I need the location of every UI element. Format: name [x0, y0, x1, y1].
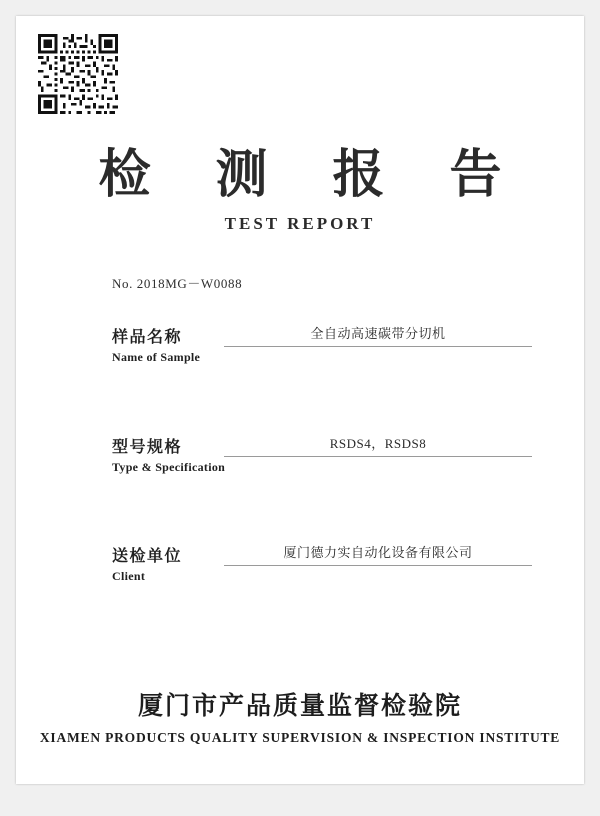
organization-name-en: XIAMEN PRODUCTS QUALITY SUPERVISION & INSPECTION INSTITUTE [39, 730, 561, 745]
field-value-type-specification: RSDS4，RSDS8 [224, 434, 532, 457]
report-title-cn: 检 测 报 告 [98, 147, 528, 204]
field-type-specification [112, 434, 532, 480]
report-title-en: TEST REPORT [224, 213, 376, 233]
field-label-group [112, 434, 224, 475]
field-label-en: Client [112, 569, 146, 583]
test-report-page [16, 16, 584, 784]
field-label-cn: 样品名称 [112, 329, 183, 346]
field-label-en: Name of Sample [112, 350, 201, 364]
field-value-name-of-sample: 全自动高速碳带分切机 [224, 324, 532, 347]
field-value-client: 厦门德力实自动化设备有限公司 [224, 543, 532, 566]
field-label-group [112, 324, 224, 365]
organization-name-cn: 厦门市产品质量监督检验院 [137, 693, 462, 720]
field-label-cn: 送检单位 [112, 548, 183, 565]
issuing-organization [16, 686, 584, 746]
field-name-of-sample [112, 324, 532, 370]
field-client [112, 543, 532, 589]
report-title-block [16, 146, 584, 234]
field-label-en: Type & Specification [112, 460, 226, 474]
field-label-cn: 型号规格 [112, 439, 183, 456]
report-number: No. 2018MG－W0088 [112, 276, 243, 291]
field-label-group [112, 543, 224, 584]
qr-code-icon [38, 34, 118, 114]
